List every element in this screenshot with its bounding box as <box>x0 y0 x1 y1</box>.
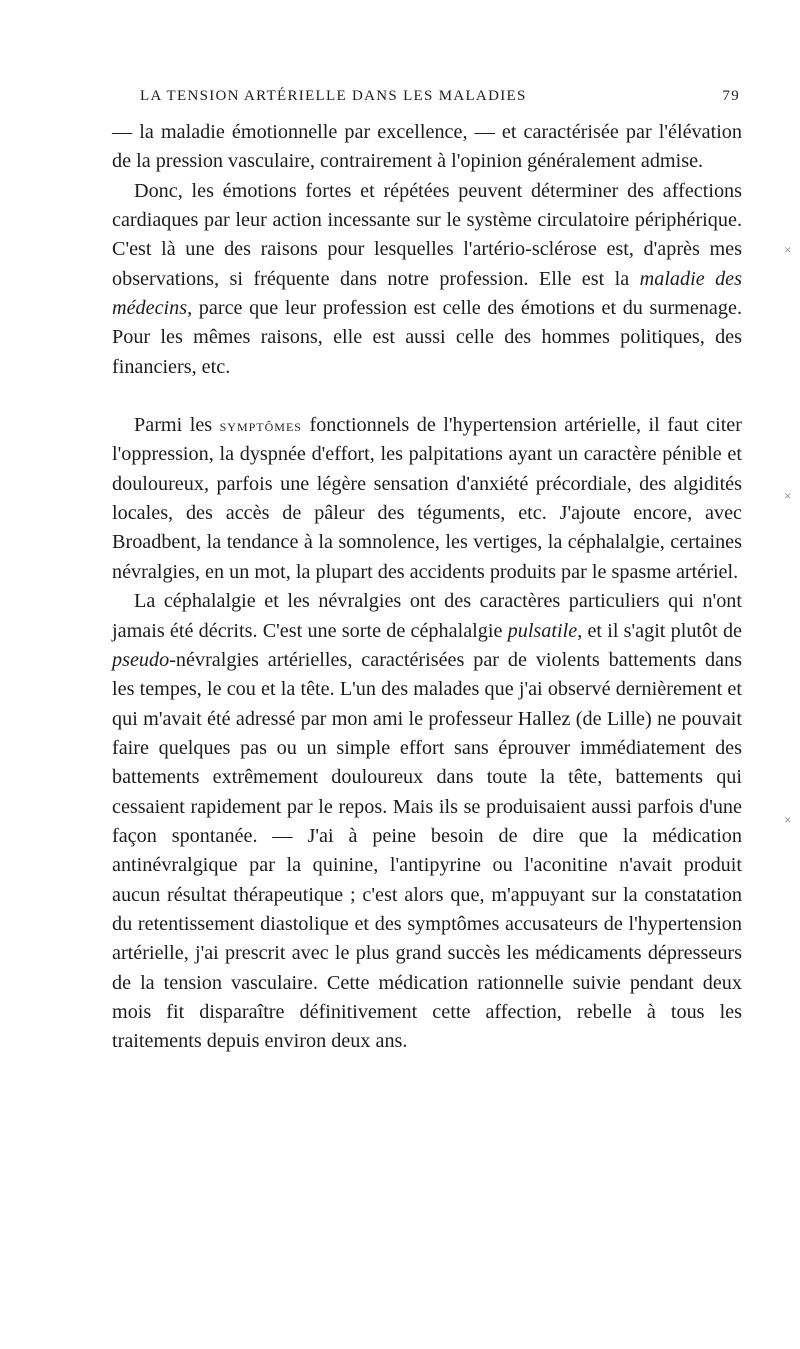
margin-mark: × <box>784 812 792 827</box>
smallcaps-symptomes: symptômes <box>219 416 302 436</box>
paragraph-2 <box>112 177 742 382</box>
body-text <box>112 118 742 1057</box>
paragraph-2-text-b: , parce que leur profession est celle des émotions et du surmenage. Pour les mêmes raisons, elle est aussi celle des hommes politiques, des financiers, etc. <box>112 297 742 378</box>
emphasis-pulsatile: pulsatile <box>507 619 578 642</box>
paragraph-1-text: — la maladie émotionnelle par excellence, — et caractérisée par l'élévation de la pression vasculaire, contrairement à l'opinion généralement admise. <box>112 121 742 173</box>
running-title: LA TENSION ARTÉRIELLE DANS LES MALADIES <box>140 88 527 104</box>
paragraph-4-text-c: -névralgies artérielles, caractérisées par de violents battements dans les tempes, le cou et la tête. L'un des malades que j'ai observé dernièrement et qui m'avait été adressé par mon ami le professeur Hallez (de Lille) ne pouvait faire quelques pas ou un simple effort sans éprouver immédiatement des battements extrêmement douloureux dans toute la tête, battements qui cessaient rapidement par le repos. Mais ils se produisaient aussi parfois d'une façon spontanée. — J'ai à peine besoin de dire que la médication antinévralgique par la quinine, l'antipyrine ou l'aconitine n'avait produit aucun résultat thérapeutique ; c'est alors que, m'appuyant sur la constatation du retentissement diastolique et des symptômes accusateurs de l'hypertension artérielle, j'ai prescrit avec le plus grand succès les médicaments dépresseurs de la tension vasculaire. Cette médication rationnelle suivie pendant deux mois fit disparaître définitivement cette affection, rebelle à tous les traitements depuis environ deux ans. <box>112 648 742 1053</box>
paragraph-1 <box>112 118 742 177</box>
emphasis-maladie-des-medecins: maladie des médecins <box>112 267 743 320</box>
paragraph-3 <box>112 411 742 587</box>
paragraph-3-text-a: Parmi les <box>134 414 220 437</box>
page-number: 79 <box>722 88 740 104</box>
paragraph-4-text-b: , et il s'agit plutôt de <box>577 619 742 642</box>
paragraph-4 <box>112 587 742 1057</box>
emphasis-pseudo: pseudo <box>112 648 170 671</box>
paragraph-3-text-b: fonctionnels de l'hypertension artérielle, il faut citer l'oppression, la dyspnée d'effort, les palpitations ayant un caractère pénible et douloureux, parfois une légère sensation d'anxiété précordiale, des algidités locales, des accès de pâleur des téguments, etc. J'ajoute encore, avec Broadbent, la tendance à la somnolence, les vertiges, la céphalalgie, certaines névralgies, en un mot, la plupart des accidents produits par le spasme artériel. <box>112 414 742 583</box>
paragraph-4-text-a: La céphalalgie et les névralgies ont des caractères particuliers qui n'ont jamais été décrits. C'est une sorte de céphalalgie <box>112 590 742 642</box>
paragraph-2-text-a: Donc, les émotions fortes et répétées peuvent déterminer des affections cardiaques par leur action incessante sur le système circulatoire périphérique. C'est là une des raisons pour lesquelles l'artério-sclérose est, d'après mes observations, si fréquente dans notre profession. Elle est la <box>112 179 742 290</box>
margin-mark: × <box>784 488 792 503</box>
margin-mark: × <box>784 242 792 257</box>
running-header <box>140 88 740 114</box>
